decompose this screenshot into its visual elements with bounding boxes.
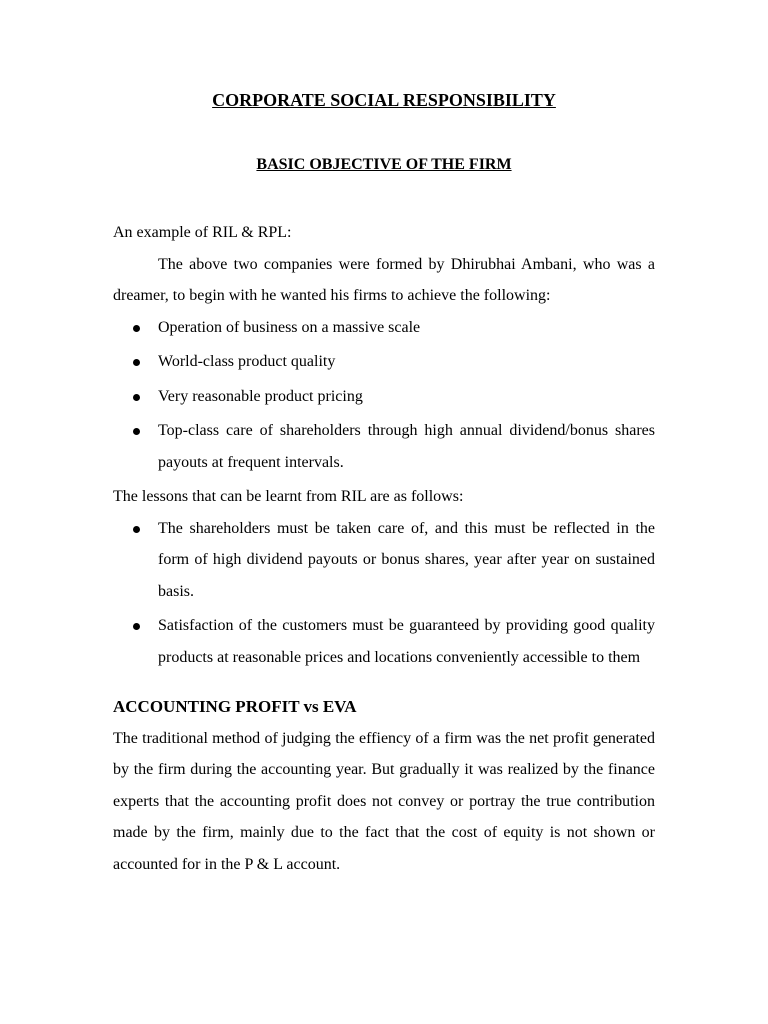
main-title: CORPORATE SOCIAL RESPONSIBILITY xyxy=(212,90,556,110)
lessons-list xyxy=(113,513,655,674)
subtitle: BASIC OBJECTIVE OF THE FIRM xyxy=(256,156,512,173)
list-item-text: Very reasonable product pricing xyxy=(158,387,363,405)
bullet-icon xyxy=(133,394,140,401)
bullet-icon xyxy=(133,428,140,435)
intro-paragraph: The above two companies were formed by Dhirubhai Ambani, who was a dreamer, to begin with he wanted his firms to achieve the following: xyxy=(113,255,655,304)
list-item-text: Top-class care of shareholders through high annual dividend/bonus shares payouts at frequent intervals. xyxy=(158,422,655,471)
section-heading: ACCOUNTING PROFIT vs EVA xyxy=(113,697,357,716)
list-item xyxy=(113,513,655,608)
objectives-list xyxy=(113,312,655,479)
section-paragraph: The traditional method of judging the effiency of a firm was the net profit generated by the firm during the accounting year. But gradually it was realized by the finance experts that the accounting profit does not convey or portray the true contribution made by the firm, mainly due to the fact that the cost of equity is not shown or accounted for in the P & L account. xyxy=(113,729,655,873)
intro-label: An example of RIL & RPL: xyxy=(113,224,292,241)
bullet-icon xyxy=(133,623,140,630)
list-item xyxy=(113,415,655,478)
bullet-icon xyxy=(133,359,140,366)
list-item xyxy=(113,346,655,378)
document-body xyxy=(113,217,655,880)
bullet-icon xyxy=(133,526,140,533)
list-item-text: Operation of business on a massive scale xyxy=(158,318,421,336)
list-item-text: The shareholders must be taken care of, and this must be reflected in the form of high dividend payouts or bonus shares, year after year on sustained basis. xyxy=(158,519,655,600)
list-item xyxy=(113,312,655,344)
list-item xyxy=(113,381,655,413)
list-item xyxy=(113,610,655,673)
list-item-text: Satisfaction of the customers must be guaranteed by providing good quality products at reasonable prices and locations conveniently accessible to them xyxy=(158,617,655,666)
lessons-intro: The lessons that can be learnt from RIL are as follows: xyxy=(113,488,464,505)
list-item-text: World-class product quality xyxy=(158,353,336,370)
bullet-icon xyxy=(133,325,140,332)
